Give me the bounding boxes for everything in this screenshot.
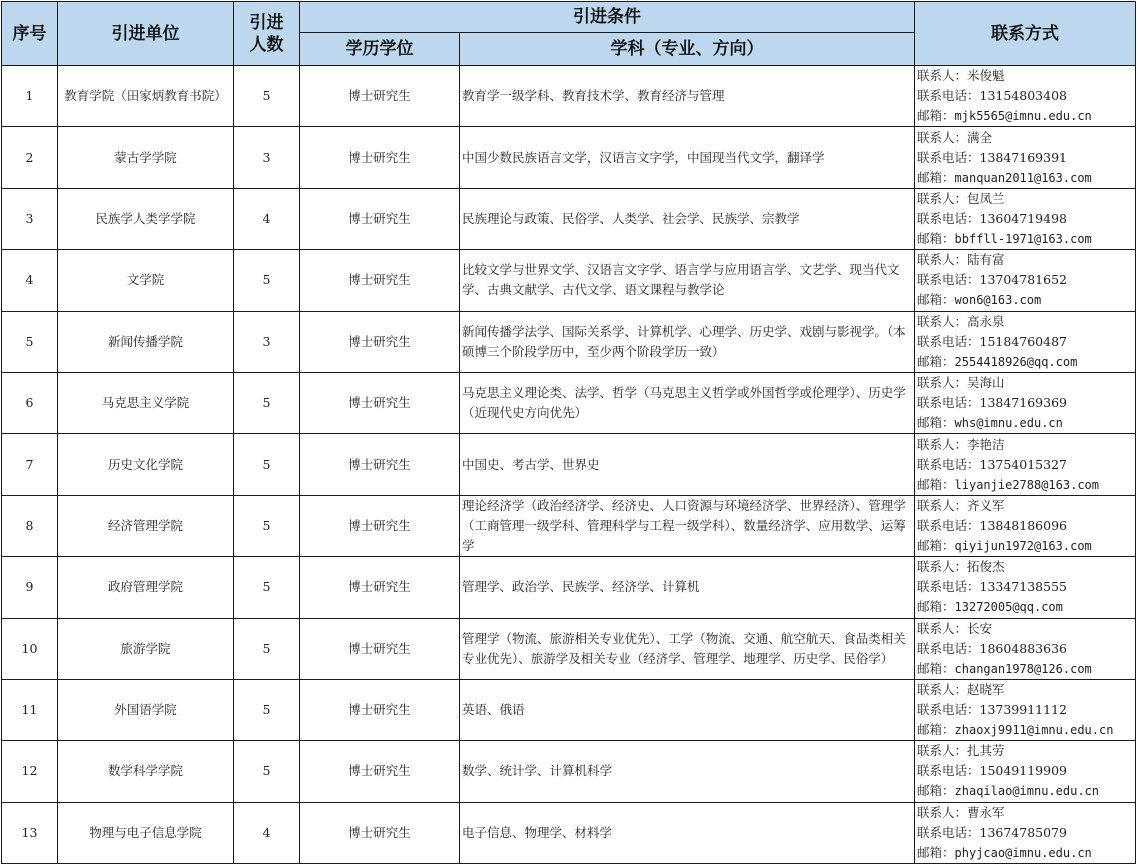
row-subject: 英语、俄语 [460, 679, 915, 740]
contact-email-label: 邮箱： [917, 722, 955, 738]
contact-email-label: 邮箱： [917, 537, 955, 553]
header-conditions: 引进条件 [300, 2, 915, 33]
row-seq: 11 [2, 679, 58, 740]
contact-email-label: 邮箱： [917, 169, 955, 185]
row-unit: 历史文化学院 [58, 434, 234, 495]
row-unit: 新闻传播学院 [58, 311, 234, 372]
row-degree: 博士研究生 [300, 127, 460, 188]
contact-phone: 联系电话：13847169391 [917, 149, 1067, 165]
row-subject: 电子信息、物理学、材料学 [460, 802, 915, 863]
row-degree: 博士研究生 [300, 311, 460, 372]
row-unit: 外国语学院 [58, 679, 234, 740]
contact-phone: 联系电话：15049119909 [917, 763, 1067, 779]
contact-person: 联系人：米俊魁 [917, 68, 1005, 84]
row-seq: 1 [2, 66, 58, 127]
row-seq: 3 [2, 188, 58, 249]
row-seq: 7 [2, 434, 58, 495]
contact-email[interactable]: phyjcao@imnu.edu.cn [954, 845, 1092, 860]
contact-email-label: 邮箱： [917, 353, 955, 369]
row-subject: 中国史、考古学、世界史 [460, 434, 915, 495]
contact-email[interactable]: zhaqilao@imnu.edu.cn [954, 784, 1100, 799]
table-row [2, 679, 1136, 740]
row-count: 5 [234, 557, 300, 618]
row-subject: 马克思主义理论类、法学、哲学（马克思主义哲学或外国哲学或伦理学）、历史学（近现代史方向优先） [460, 372, 915, 433]
contact-email[interactable]: changan1978@126.com [954, 661, 1092, 676]
contact-email[interactable]: won6@163.com [954, 293, 1042, 308]
row-contact [915, 802, 1136, 863]
contact-email-label: 邮箱： [917, 415, 955, 431]
row-subject: 比较文学与世界文学、汉语言文字学、语言学与应用语言学、文艺学、现当代文学、古典文献学、古代文学、语文课程与教学论 [460, 250, 915, 311]
row-seq: 6 [2, 372, 58, 433]
row-contact [915, 188, 1136, 249]
header-degree: 学历学位 [300, 33, 460, 66]
row-unit: 文学院 [58, 250, 234, 311]
header-seq: 序号 [2, 2, 58, 66]
row-degree: 博士研究生 [300, 372, 460, 433]
row-subject: 理论经济学（政治经济学、经济史、人口资源与环境经济学、世界经济）、管理学（工商管理一级学科、管理科学与工程一级学科）、数量经济学、应用数学、运筹学 [460, 495, 915, 556]
row-subject: 新闻传播学法学、国际关系学、计算机学、心理学、历史学、戏剧与影视学。（本硕博三个阶段学历中，至少两个阶段学历一致） [460, 311, 915, 372]
row-unit: 教育学院（田家炳教育书院） [58, 66, 234, 127]
row-unit: 旅游学院 [58, 618, 234, 679]
contact-phone: 联系电话：13347138555 [917, 579, 1067, 595]
row-count: 5 [234, 250, 300, 311]
row-subject: 数学、统计学、计算机科学 [460, 741, 915, 802]
contact-email-label: 邮箱： [917, 292, 955, 308]
row-count: 3 [234, 311, 300, 372]
row-seq: 2 [2, 127, 58, 188]
row-subject: 中国少数民族语言文学，汉语言文字学，中国现当代文学，翻译学 [460, 127, 915, 188]
table-row [2, 802, 1136, 863]
contact-email-label: 邮箱： [917, 599, 955, 615]
row-count: 5 [234, 495, 300, 556]
row-degree: 博士研究生 [300, 434, 460, 495]
contact-email[interactable]: whs@imnu.edu.cn [954, 416, 1063, 431]
row-unit: 蒙古学学院 [58, 127, 234, 188]
contact-phone: 联系电话：13704781652 [917, 272, 1067, 288]
row-unit: 数学科学学院 [58, 741, 234, 802]
row-count: 5 [234, 66, 300, 127]
row-count: 3 [234, 127, 300, 188]
row-seq: 12 [2, 741, 58, 802]
row-contact [915, 679, 1136, 740]
row-degree: 博士研究生 [300, 741, 460, 802]
row-unit: 民族学人类学学院 [58, 188, 234, 249]
row-count: 5 [234, 741, 300, 802]
contact-person: 联系人：齐义军 [917, 497, 1005, 513]
row-count: 4 [234, 802, 300, 863]
contact-person: 联系人：赵晓军 [917, 682, 1005, 698]
row-seq: 10 [2, 618, 58, 679]
table-row [2, 618, 1136, 679]
row-subject: 民族理论与政策、民俗学、人类学、社会学、民族学、宗教学 [460, 188, 915, 249]
contact-person: 联系人：高永泉 [917, 313, 1005, 329]
row-seq: 8 [2, 495, 58, 556]
table-row [2, 434, 1136, 495]
row-contact [915, 311, 1136, 372]
row-subject: 管理学、政治学、民族学、经济学、计算机 [460, 557, 915, 618]
contact-phone: 联系电话：15184760487 [917, 333, 1067, 349]
contact-phone: 联系电话：13604719498 [917, 210, 1067, 226]
table-row [2, 66, 1136, 127]
contact-phone: 联系电话：13754015327 [917, 456, 1067, 472]
table-row [2, 188, 1136, 249]
contact-phone: 联系电话：13674785079 [917, 824, 1067, 840]
contact-email-line [917, 413, 1133, 433]
contact-email-line [917, 290, 1133, 310]
row-seq: 9 [2, 557, 58, 618]
contact-person: 联系人：扎其劳 [917, 743, 1005, 759]
row-degree: 博士研究生 [300, 495, 460, 556]
contact-email[interactable]: manquan2011@163.com [954, 170, 1092, 185]
contact-phone: 联系电话：13154803408 [917, 88, 1067, 104]
row-count: 5 [234, 618, 300, 679]
row-contact [915, 434, 1136, 495]
table-header [2, 2, 1136, 66]
row-degree: 博士研究生 [300, 679, 460, 740]
contact-email[interactable]: zhaoxj9911@imnu.edu.cn [954, 723, 1114, 738]
contact-person: 联系人：包凤兰 [917, 190, 1005, 206]
contact-email-line [917, 229, 1133, 249]
contact-phone: 联系电话：13848186096 [917, 517, 1067, 533]
row-unit: 政府管理学院 [58, 557, 234, 618]
contact-email-line [917, 475, 1133, 495]
contact-email-label: 邮箱： [917, 844, 955, 860]
contact-email-label: 邮箱： [917, 230, 955, 246]
contact-person: 联系人：吴海山 [917, 375, 1005, 391]
contact-phone: 联系电话：13847169369 [917, 395, 1067, 411]
row-count: 5 [234, 372, 300, 433]
header-unit: 引进单位 [58, 2, 234, 66]
contact-person: 联系人：陆有富 [917, 252, 1005, 268]
contact-person: 联系人：曹永军 [917, 804, 1005, 820]
contact-email-line [917, 659, 1133, 679]
contact-email-line [917, 536, 1133, 556]
table-row [2, 372, 1136, 433]
row-contact [915, 372, 1136, 433]
row-degree: 博士研究生 [300, 250, 460, 311]
contact-email[interactable]: qiyijun1972@163.com [954, 538, 1092, 553]
row-contact [915, 250, 1136, 311]
contact-phone: 联系电话：13739911112 [917, 702, 1067, 718]
contact-phone: 联系电话：18604883636 [917, 640, 1067, 656]
table-row [2, 250, 1136, 311]
row-count: 4 [234, 188, 300, 249]
contact-email[interactable]: 2554418926@qq.com [954, 354, 1078, 369]
row-count: 5 [234, 679, 300, 740]
row-unit: 物理与电子信息学院 [58, 802, 234, 863]
contact-email[interactable]: mjk5565@imnu.edu.cn [954, 109, 1092, 124]
contact-email-label: 邮箱： [917, 783, 955, 799]
row-unit: 马克思主义学院 [58, 372, 234, 433]
row-contact [915, 127, 1136, 188]
row-seq: 5 [2, 311, 58, 372]
recruitment-table [1, 1, 1136, 864]
contact-email[interactable]: bbffll-1971@163.com [954, 231, 1092, 246]
contact-email-label: 邮箱： [917, 108, 955, 124]
row-seq: 13 [2, 802, 58, 863]
row-contact [915, 66, 1136, 127]
contact-email-line [917, 597, 1133, 617]
row-contact [915, 741, 1136, 802]
header-subject: 学科（专业、方向） [460, 33, 915, 66]
contact-email[interactable]: liyanjie2788@163.com [954, 477, 1100, 492]
contact-email-label: 邮箱： [917, 660, 955, 676]
row-subject: 管理学（物流、旅游相关专业优先）、工学（物流、交通、航空航天、食品类相关专业优先）、旅游学及相关专业（经济学、管理学、地理学、历史学、民俗学） [460, 618, 915, 679]
contact-person: 联系人：李艳洁 [917, 436, 1005, 452]
contact-email-line [917, 720, 1133, 740]
contact-email-line [917, 168, 1133, 188]
contact-person: 联系人：满全 [917, 129, 993, 145]
row-unit: 经济管理学院 [58, 495, 234, 556]
row-degree: 博士研究生 [300, 618, 460, 679]
table-body [2, 66, 1136, 864]
header-count-line2: 人数 [249, 34, 284, 55]
row-degree: 博士研究生 [300, 188, 460, 249]
table-row [2, 557, 1136, 618]
contact-email-line [917, 352, 1133, 372]
table-row [2, 127, 1136, 188]
row-contact [915, 618, 1136, 679]
header-count [234, 2, 300, 66]
table-row [2, 741, 1136, 802]
contact-email-line [917, 843, 1133, 863]
row-contact [915, 557, 1136, 618]
contact-email-label: 邮箱： [917, 476, 955, 492]
table-row [2, 311, 1136, 372]
row-degree: 博士研究生 [300, 802, 460, 863]
row-subject: 教育学一级学科、教育技术学、教育经济与管理 [460, 66, 915, 127]
contact-email-line [917, 781, 1133, 801]
row-degree: 博士研究生 [300, 66, 460, 127]
header-count-line1: 引进 [249, 12, 284, 33]
row-seq: 4 [2, 250, 58, 311]
row-contact [915, 495, 1136, 556]
row-count: 5 [234, 434, 300, 495]
row-degree: 博士研究生 [300, 557, 460, 618]
contact-email-line [917, 106, 1133, 126]
contact-person: 联系人：长安 [917, 620, 993, 636]
header-contact: 联系方式 [915, 2, 1136, 66]
table-row [2, 495, 1136, 556]
contact-email[interactable]: 13272005@qq.com [954, 600, 1063, 615]
contact-person: 联系人：拓俊杰 [917, 559, 1005, 575]
